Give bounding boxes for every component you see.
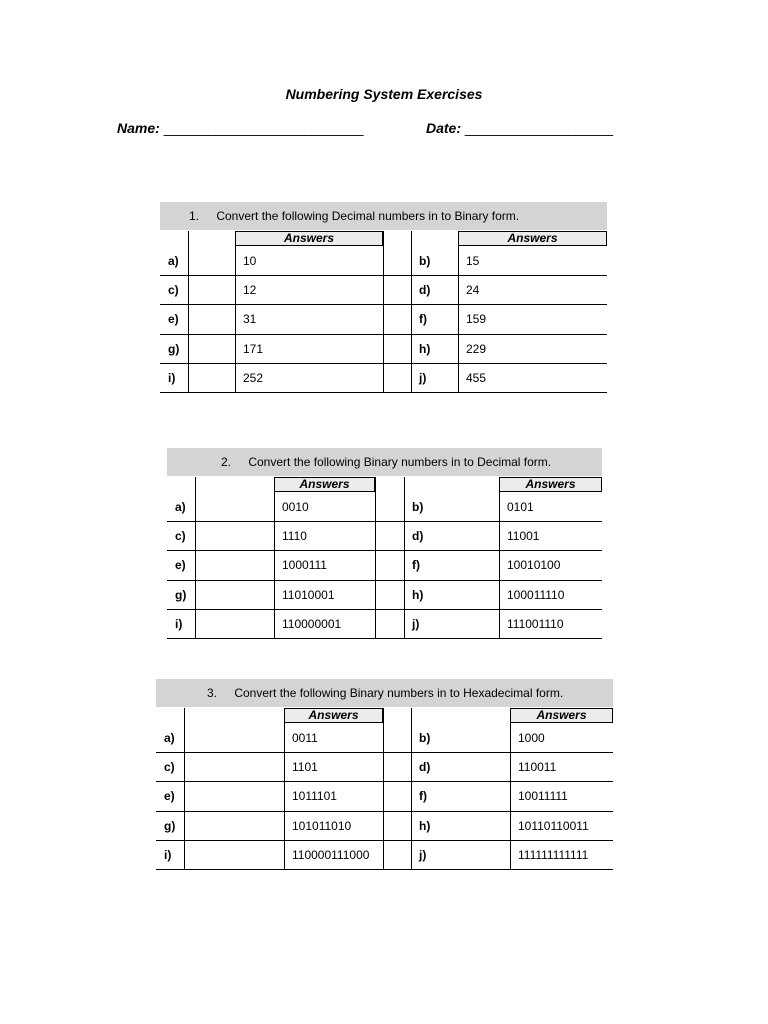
table-divider: [375, 477, 376, 638]
exercise-instruction: [156, 679, 613, 707]
item-value: 171: [243, 342, 264, 356]
exercise-number: 3.: [207, 686, 218, 700]
item-label: j): [412, 617, 420, 631]
item-value: 110000001: [282, 617, 342, 631]
row-divider: [167, 550, 602, 551]
answers-header: Answers: [274, 477, 375, 492]
item-value: 10010100: [507, 558, 561, 572]
row-divider: [156, 752, 613, 753]
item-value: 0101: [507, 500, 534, 514]
exercise-text: Convert the following Binary numbers in to Hexadecimal form.: [234, 686, 564, 700]
date-label: Date:: [426, 120, 462, 136]
item-label: a): [175, 500, 186, 514]
row-divider: [156, 840, 613, 841]
row-divider: [167, 609, 602, 610]
table-divider: [284, 708, 285, 869]
item-value: 111001110: [507, 617, 564, 631]
table-divider: [411, 231, 412, 392]
item-label: e): [164, 789, 175, 803]
answers-header: Answers: [458, 231, 607, 246]
item-value: 24: [466, 283, 480, 297]
item-value: 1011101: [292, 789, 337, 803]
item-label: f): [419, 789, 427, 803]
name-line: ___________________________: [163, 120, 364, 136]
row-divider: [160, 334, 607, 335]
item-value: 11010001: [282, 588, 335, 602]
exercise-3: [156, 679, 613, 870]
item-value: 11001: [507, 529, 540, 543]
item-value: 229: [466, 342, 487, 356]
date-field: [426, 120, 613, 136]
item-value: 455: [466, 371, 487, 385]
item-label: a): [168, 254, 179, 268]
item-label: c): [175, 529, 186, 543]
exercise-text: Convert the following Binary numbers in to Decimal form.: [248, 455, 552, 469]
exercise-1: [160, 202, 607, 392]
item-value: 110000111000: [292, 848, 370, 862]
row-divider: [167, 580, 602, 581]
table-divider: [601, 477, 602, 492]
table-divider: [184, 708, 185, 869]
item-value: 1000111: [282, 558, 327, 572]
table-divider: [404, 477, 405, 638]
table-divider: [606, 231, 607, 246]
table-divider: [499, 477, 500, 638]
item-value: 1101: [292, 760, 318, 774]
item-label: a): [164, 731, 175, 745]
item-value: 101011010: [292, 819, 352, 833]
item-value: 31: [243, 312, 257, 326]
item-value: 1000: [518, 731, 545, 745]
item-label: d): [419, 760, 431, 774]
item-label: e): [175, 558, 186, 572]
item-value: 252: [243, 371, 264, 385]
item-value: 10: [243, 254, 257, 268]
exercise-number: 1.: [189, 209, 200, 223]
item-label: f): [412, 558, 420, 572]
table-divider: [195, 477, 196, 638]
item-label: b): [419, 731, 431, 745]
item-value: 15: [466, 254, 480, 268]
item-label: h): [419, 342, 431, 356]
table-divider: [510, 708, 511, 869]
exercise-number: 2.: [221, 455, 232, 469]
exercise-instruction: [160, 202, 607, 230]
answers-header: Answers: [499, 477, 602, 492]
row-divider: [160, 392, 607, 393]
item-value: 0011: [292, 731, 318, 745]
row-divider: [156, 869, 613, 870]
item-label: h): [419, 819, 431, 833]
table-divider: [411, 708, 412, 869]
table-divider: [458, 231, 459, 392]
item-label: f): [419, 312, 427, 326]
row-divider: [160, 275, 607, 276]
item-label: c): [164, 760, 175, 774]
item-label: h): [412, 588, 424, 602]
item-value: 1110: [282, 529, 307, 543]
answers-header: Answers: [284, 708, 383, 723]
item-label: b): [412, 500, 424, 514]
exercise-instruction: [167, 448, 602, 476]
row-divider: [167, 638, 602, 639]
item-value: 12: [243, 283, 257, 297]
item-label: e): [168, 312, 179, 326]
row-divider: [160, 363, 607, 364]
table-divider: [188, 231, 189, 392]
row-divider: [156, 781, 613, 782]
name-label: Name:: [117, 120, 160, 136]
item-label: d): [419, 283, 431, 297]
answers-header: Answers: [235, 231, 383, 246]
worksheet-title: Numbering System Exercises: [285, 86, 483, 102]
table-divider: [235, 231, 236, 392]
date-line: ____________________: [464, 120, 613, 136]
row-divider: [167, 521, 602, 522]
item-label: j): [419, 371, 427, 385]
item-label: b): [419, 254, 431, 268]
item-label: i): [168, 371, 176, 385]
table-divider: [383, 231, 384, 392]
item-value: 0010: [282, 500, 309, 514]
item-label: i): [175, 617, 183, 631]
item-value: 159: [466, 312, 487, 326]
item-label: g): [175, 588, 187, 602]
exercise-2: [167, 448, 602, 638]
item-value: 100011110: [507, 588, 565, 602]
table-divider: [383, 708, 384, 869]
item-value: 110011: [518, 760, 557, 774]
item-value: 10110110011: [518, 819, 589, 833]
table-divider: [612, 708, 613, 723]
item-label: d): [412, 529, 424, 543]
row-divider: [160, 304, 607, 305]
table-divider: [274, 477, 275, 638]
name-field: [117, 120, 363, 136]
item-label: g): [168, 342, 180, 356]
item-value: 10011111: [518, 789, 568, 803]
item-value: 111111111111: [518, 848, 589, 862]
item-label: i): [164, 848, 172, 862]
row-divider: [156, 811, 613, 812]
item-label: g): [164, 819, 176, 833]
item-label: c): [168, 283, 179, 297]
exercise-text: Convert the following Decimal numbers in to Binary form.: [216, 209, 520, 223]
answers-header: Answers: [510, 708, 613, 723]
item-label: j): [419, 848, 427, 862]
